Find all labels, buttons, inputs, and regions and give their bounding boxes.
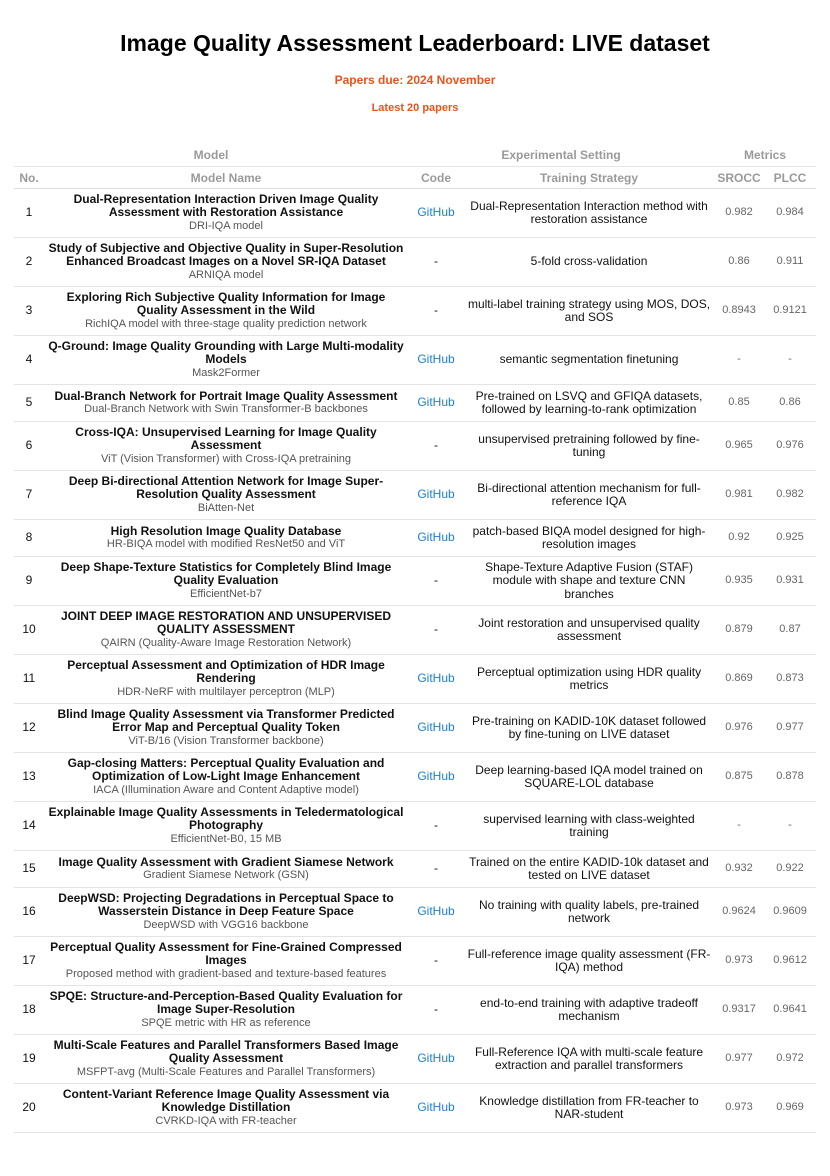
row-number: 13 [14, 753, 44, 802]
table-row [14, 287, 816, 336]
row-number: 6 [14, 422, 44, 471]
row-number: 18 [14, 986, 44, 1035]
code-cell [408, 986, 464, 1035]
table-row [14, 238, 816, 287]
model-cell [44, 606, 408, 655]
training-strategy: Dual-Representation Interaction method with restoration assistance [464, 189, 714, 238]
paper-title: JOINT DEEP IMAGE RESTORATION AND UNSUPERVISED QUALITY ASSESSMENT [60, 608, 392, 637]
model-cell [44, 851, 408, 888]
model-name: IACA (Illumination Aware and Content Adaptive model) [93, 783, 359, 796]
code-cell [408, 937, 464, 986]
model-cell [44, 986, 408, 1035]
code-unavailable: - [434, 303, 439, 318]
model-cell [44, 1084, 408, 1133]
code-unavailable: - [434, 573, 439, 588]
model-name: MSFPT-avg (Multi-Scale Features and Parallel Transformers) [76, 1065, 376, 1078]
code-unavailable: - [434, 1002, 439, 1017]
training-strategy: Shape-Texture Adaptive Fusion (STAF) module with shape and texture CNN branches [464, 557, 714, 606]
paper-title: High Resolution Image Quality Database [110, 523, 342, 538]
plcc-value: 0.878 [764, 753, 816, 802]
training-strategy: end-to-end training with adaptive tradeoff mechanism [464, 986, 714, 1035]
model-name: EfficientNet-b7 [190, 587, 262, 600]
paper-title: Perceptual Quality Assessment for Fine-Grained Compressed Images [50, 939, 402, 968]
training-strategy: patch-based BIQA model designed for high-resolution images [464, 520, 714, 557]
leaderboard-table [14, 144, 816, 1133]
paper-title: Q-Ground: Image Quality Grounding with Large Multi-modality Models [48, 338, 404, 367]
model-name: HR-BIQA model with modified ResNet50 and ViT [106, 538, 346, 550]
github-link[interactable]: GitHub [417, 769, 455, 784]
table-row [14, 189, 816, 238]
col-header-no: No. [14, 167, 44, 189]
col-header-training-strategy: Training Strategy [464, 167, 714, 189]
row-number: 8 [14, 520, 44, 557]
code-cell [408, 606, 464, 655]
code-cell [408, 1035, 464, 1084]
srocc-value: 0.879 [714, 606, 764, 655]
code-cell [408, 520, 464, 557]
row-number: 11 [14, 655, 44, 704]
plcc-value: 0.922 [764, 851, 816, 888]
code-unavailable: - [434, 818, 439, 833]
row-number: 9 [14, 557, 44, 606]
plcc-value: 0.873 [764, 655, 816, 704]
github-link[interactable]: GitHub [417, 530, 455, 545]
code-unavailable: - [434, 254, 439, 269]
training-strategy: Deep learning-based IQA model trained on SQUARE-LOL database [464, 753, 714, 802]
row-number: 19 [14, 1035, 44, 1084]
srocc-value: 0.8943 [714, 287, 764, 336]
paper-title: Study of Subjective and Objective Quality in Super-Resolution Enhanced Broadcast Images on a Novel SR-IQA Dataset [48, 240, 404, 269]
model-cell [44, 336, 408, 385]
github-link[interactable]: GitHub [417, 1100, 455, 1115]
paper-title: Image Quality Assessment with Gradient Siamese Network [58, 854, 394, 869]
paper-title: Dual-Representation Interaction Driven Image Quality Assessment with Restoration Assistance [73, 191, 379, 220]
table-row [14, 704, 816, 753]
plcc-value: 0.977 [764, 704, 816, 753]
code-cell [408, 557, 464, 606]
model-cell [44, 753, 408, 802]
plcc-value: 0.982 [764, 471, 816, 520]
model-cell [44, 802, 408, 851]
training-strategy: Full-reference image quality assessment (FR-IQA) method [464, 937, 714, 986]
training-strategy: Pre-trained on LSVQ and GFIQA datasets, followed by learning-to-rank optimization [464, 385, 714, 422]
srocc-value: 0.973 [714, 1084, 764, 1133]
plcc-value: 0.9612 [764, 937, 816, 986]
training-strategy: Knowledge distillation from FR-teacher to NAR-student [464, 1084, 714, 1133]
model-name: Proposed method with gradient-based and texture-based features [65, 967, 387, 980]
col-header-code: Code [408, 167, 464, 189]
paper-title: Gap-closing Matters: Perceptual Quality Evaluation and Optimization of Low-Light Image Enhancement [67, 755, 385, 784]
model-cell [44, 385, 408, 422]
code-cell [408, 422, 464, 471]
plcc-value: - [764, 336, 816, 385]
paper-title: Multi-Scale Features and Parallel Transformers Based Image Quality Assessment [53, 1037, 399, 1066]
github-link[interactable]: GitHub [417, 487, 455, 502]
table-body [14, 189, 816, 1133]
paper-title: Cross-IQA: Unsupervised Learning for Image Quality Assessment [75, 424, 377, 453]
table-row [14, 851, 816, 888]
model-cell [44, 937, 408, 986]
model-name: Dual-Branch Network with Swin Transformer-B backbones [84, 403, 368, 415]
paper-title: Explainable Image Quality Assessments in Teledermatological Photography [48, 804, 404, 833]
code-unavailable: - [434, 953, 439, 968]
model-cell [44, 557, 408, 606]
model-name: RichIQA model with three-stage quality prediction network [85, 317, 367, 330]
training-strategy: Pre-training on KADID-10K dataset followed by fine-tuning on LIVE dataset [464, 704, 714, 753]
code-cell [408, 802, 464, 851]
code-cell [408, 471, 464, 520]
code-cell [408, 753, 464, 802]
training-strategy: unsupervised pretraining followed by fine-tuning [464, 422, 714, 471]
training-strategy: No training with quality labels, pre-trained network [464, 888, 714, 937]
row-number: 2 [14, 238, 44, 287]
table-row [14, 557, 816, 606]
table-row [14, 888, 816, 937]
row-number: 17 [14, 937, 44, 986]
srocc-value: - [714, 802, 764, 851]
group-model: Model [193, 148, 229, 162]
model-cell [44, 655, 408, 704]
github-link[interactable]: GitHub [417, 904, 455, 919]
code-unavailable: - [434, 622, 439, 637]
github-link[interactable]: GitHub [417, 205, 455, 220]
plcc-value: 0.9121 [764, 287, 816, 336]
model-name: QAIRN (Quality-Aware Image Restoration Network) [100, 636, 352, 649]
srocc-value: 0.869 [714, 655, 764, 704]
column-header-row [14, 167, 816, 189]
model-name: ViT-B/16 (Vision Transformer backbone) [128, 734, 324, 747]
col-header-model-name: Model Name [44, 167, 408, 189]
model-cell [44, 189, 408, 238]
training-strategy: 5-fold cross-validation [464, 238, 714, 287]
paper-title: Deep Bi-directional Attention Network for Image Super-Resolution Quality Assessment [68, 473, 384, 502]
table-row [14, 336, 816, 385]
col-header-srocc: SROCC [714, 167, 764, 189]
paper-title: Perceptual Assessment and Optimization of HDR Image Rendering [67, 657, 385, 686]
srocc-value: 0.9624 [714, 888, 764, 937]
paper-title: Deep Shape-Texture Statistics for Completely Blind Image Quality Evaluation [60, 559, 392, 588]
plcc-value: 0.911 [764, 238, 816, 287]
plcc-value: 0.984 [764, 189, 816, 238]
row-number: 5 [14, 385, 44, 422]
model-name: CVRKD-IQA with FR-teacher [155, 1114, 297, 1127]
table-row [14, 937, 816, 986]
training-strategy: Trained on the entire KADID-10k dataset and tested on LIVE dataset [464, 851, 714, 888]
srocc-value: 0.973 [714, 937, 764, 986]
github-link[interactable]: GitHub [417, 352, 455, 367]
code-cell [408, 189, 464, 238]
model-cell [44, 888, 408, 937]
code-cell [408, 336, 464, 385]
github-link[interactable]: GitHub [417, 395, 455, 410]
srocc-value: 0.9317 [714, 986, 764, 1035]
table-row [14, 422, 816, 471]
group-metrics: Metrics [744, 148, 787, 162]
srocc-value: 0.981 [714, 471, 764, 520]
row-number: 16 [14, 888, 44, 937]
srocc-value: 0.977 [714, 1035, 764, 1084]
srocc-value: 0.982 [714, 189, 764, 238]
row-number: 4 [14, 336, 44, 385]
row-number: 14 [14, 802, 44, 851]
code-cell [408, 1084, 464, 1133]
paper-title: SPQE: Structure-and-Perception-Based Quality Evaluation for Image Super-Resolution [49, 988, 403, 1017]
code-cell [408, 851, 464, 888]
srocc-value: 0.935 [714, 557, 764, 606]
table-row [14, 471, 816, 520]
paper-title: Blind Image Quality Assessment via Transformer Predicted Error Map and Perceptual Quality Token [57, 706, 395, 735]
row-number: 12 [14, 704, 44, 753]
model-cell [44, 238, 408, 287]
model-name: SPQE metric with HR as reference [141, 1016, 311, 1029]
model-name: Gradient Siamese Network (GSN) [143, 869, 309, 881]
github-link[interactable]: GitHub [417, 1051, 455, 1066]
srocc-value: 0.976 [714, 704, 764, 753]
table-row [14, 385, 816, 422]
row-number: 1 [14, 189, 44, 238]
page-title: Image Quality Assessment Leaderboard: LIVE dataset [120, 30, 710, 56]
model-cell [44, 287, 408, 336]
training-strategy: Joint restoration and unsupervised quality assessment [464, 606, 714, 655]
model-cell [44, 1035, 408, 1084]
plcc-value: 0.86 [764, 385, 816, 422]
paper-title: Dual-Branch Network for Portrait Image Quality Assessment [54, 388, 398, 403]
plcc-value: - [764, 802, 816, 851]
paper-title: Content-Variant Reference Image Quality Assessment via Knowledge Distillation [62, 1086, 390, 1115]
plcc-value: 0.969 [764, 1084, 816, 1133]
row-number: 7 [14, 471, 44, 520]
srocc-value: 0.92 [714, 520, 764, 557]
training-strategy: Full-Reference IQA with multi-scale feature extraction and parallel transformers [464, 1035, 714, 1084]
table-row [14, 520, 816, 557]
plcc-value: 0.925 [764, 520, 816, 557]
row-number: 10 [14, 606, 44, 655]
model-cell [44, 520, 408, 557]
code-cell [408, 385, 464, 422]
model-name: Mask2Former [192, 366, 260, 379]
code-unavailable: - [434, 438, 439, 453]
code-unavailable: - [434, 861, 439, 876]
srocc-value: 0.932 [714, 851, 764, 888]
github-link[interactable]: GitHub [417, 720, 455, 735]
srocc-value: 0.85 [714, 385, 764, 422]
training-strategy: supervised learning with class-weighted training [464, 802, 714, 851]
model-name: DeepWSD with VGG16 backbone [143, 918, 309, 931]
model-cell [44, 704, 408, 753]
plcc-value: 0.931 [764, 557, 816, 606]
papers-due-subtitle: Papers due: 2024 November [334, 73, 496, 87]
row-number: 20 [14, 1084, 44, 1133]
model-name: ARNIQA model [188, 268, 264, 281]
model-name: DRI-IQA model [189, 219, 263, 232]
training-strategy: Bi-directional attention mechanism for full-reference IQA [464, 471, 714, 520]
latest-papers-subtitle: Latest 20 papers [371, 102, 459, 114]
plcc-value: 0.972 [764, 1035, 816, 1084]
table-row [14, 1084, 816, 1133]
model-cell [44, 422, 408, 471]
table-row [14, 606, 816, 655]
srocc-value: - [714, 336, 764, 385]
plcc-value: 0.9641 [764, 986, 816, 1035]
training-strategy: Perceptual optimization using HDR quality metrics [464, 655, 714, 704]
table-row [14, 655, 816, 704]
github-link[interactable]: GitHub [417, 671, 455, 686]
code-cell [408, 888, 464, 937]
table-row [14, 1035, 816, 1084]
row-number: 3 [14, 287, 44, 336]
model-name: HDR-NeRF with multilayer perceptron (MLP) [117, 685, 335, 698]
group-experimental-setting: Experimental Setting [501, 148, 621, 162]
code-cell [408, 238, 464, 287]
srocc-value: 0.875 [714, 753, 764, 802]
plcc-value: 0.976 [764, 422, 816, 471]
paper-title: Exploring Rich Subjective Quality Information for Image Quality Assessment in the Wild [66, 289, 386, 318]
col-header-plcc: PLCC [764, 167, 816, 189]
model-cell [44, 471, 408, 520]
training-strategy: semantic segmentation finetuning [464, 336, 714, 385]
table-row [14, 753, 816, 802]
row-number: 15 [14, 851, 44, 888]
paper-title: DeepWSD: Projecting Degradations in Perceptual Space to Wasserstein Distance in Deep Feature Space [58, 890, 394, 919]
training-strategy: multi-label training strategy using MOS, DOS, and SOS [464, 287, 714, 336]
srocc-value: 0.965 [714, 422, 764, 471]
code-cell [408, 704, 464, 753]
srocc-value: 0.86 [714, 238, 764, 287]
table-row [14, 802, 816, 851]
code-cell [408, 655, 464, 704]
model-name: ViT (Vision Transformer) with Cross-IQA pretraining [100, 452, 352, 465]
group-header-row [14, 144, 816, 167]
code-cell [408, 287, 464, 336]
plcc-value: 0.87 [764, 606, 816, 655]
table-row [14, 986, 816, 1035]
model-name: BiAtten-Net [197, 501, 255, 514]
plcc-value: 0.9609 [764, 888, 816, 937]
model-name: EfficientNet-B0, 15 MB [170, 832, 282, 845]
